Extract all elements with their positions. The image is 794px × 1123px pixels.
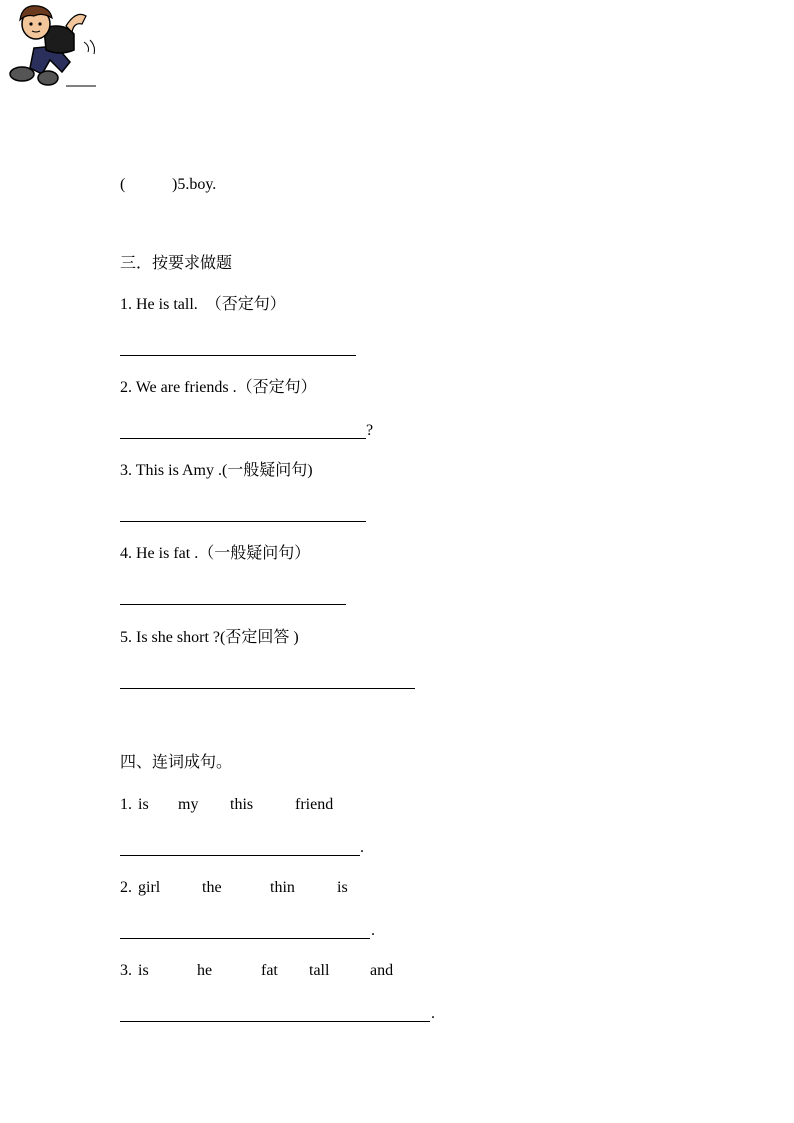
s4-item-1-word-1: is [138,796,149,813]
s4-item-2-word-3: thin [270,879,295,896]
s3-answer-line-3[interactable] [120,521,366,522]
s3-answer-line-2[interactable] [120,438,366,439]
s4-item-1-word-4: friend [295,796,334,813]
s4-answer-line-3[interactable] [120,1021,430,1022]
s4-item-1-number: 1. [120,796,132,813]
s4-item-3-word-5: and [370,962,394,979]
s4-item-3-end-mark: . [431,1005,435,1022]
s4-item-1-word-3: this [230,796,254,813]
s3-answer-line-4[interactable] [120,604,346,605]
s4-item-3-word-2: he [197,962,213,979]
s4-answer-line-2[interactable] [120,938,370,939]
s4-item-2-word-2: the [202,879,222,896]
s4-item-1-word-2: my [178,796,199,813]
s4-item-2-word-4: is [337,879,348,896]
s4-item-3-word-1: is [138,962,149,979]
s3-item-5: 5. Is she short ?(否定回答 ) [120,629,299,646]
s3-item-3: 3. This is Amy .(一般疑问句) [120,462,313,479]
s4-item-3-word-4: tall [309,962,330,979]
s3-item-2-end-mark: ? [366,422,374,439]
s4-item-3-number: 3. [120,962,132,979]
question-5-open-paren: ( [120,176,126,193]
s3-item-1: 1. He is tall. （否定句） [120,296,286,313]
s3-answer-line-1[interactable] [120,355,356,356]
s4-item-2-end-mark: . [371,922,375,939]
section-3-title: 三．按要求做题 [120,253,233,272]
s4-item-3-word-3: fat [261,962,278,979]
s4-item-2-number: 2. [120,879,132,896]
s4-item-1-end-mark: . [360,839,364,856]
question-5-text: )5.boy. [172,176,217,193]
s4-item-2-word-1: girl [138,879,161,896]
s4-answer-line-1[interactable] [120,855,360,856]
boy-clipart-logo [4,0,96,92]
s3-answer-line-5[interactable] [120,688,415,689]
s3-item-2: 2. We are friends .（否定句） [120,379,317,396]
section-4-title: 四、连词成句。 [120,752,233,771]
s3-item-4: 4. He is fat .（一般疑问句） [120,545,311,562]
